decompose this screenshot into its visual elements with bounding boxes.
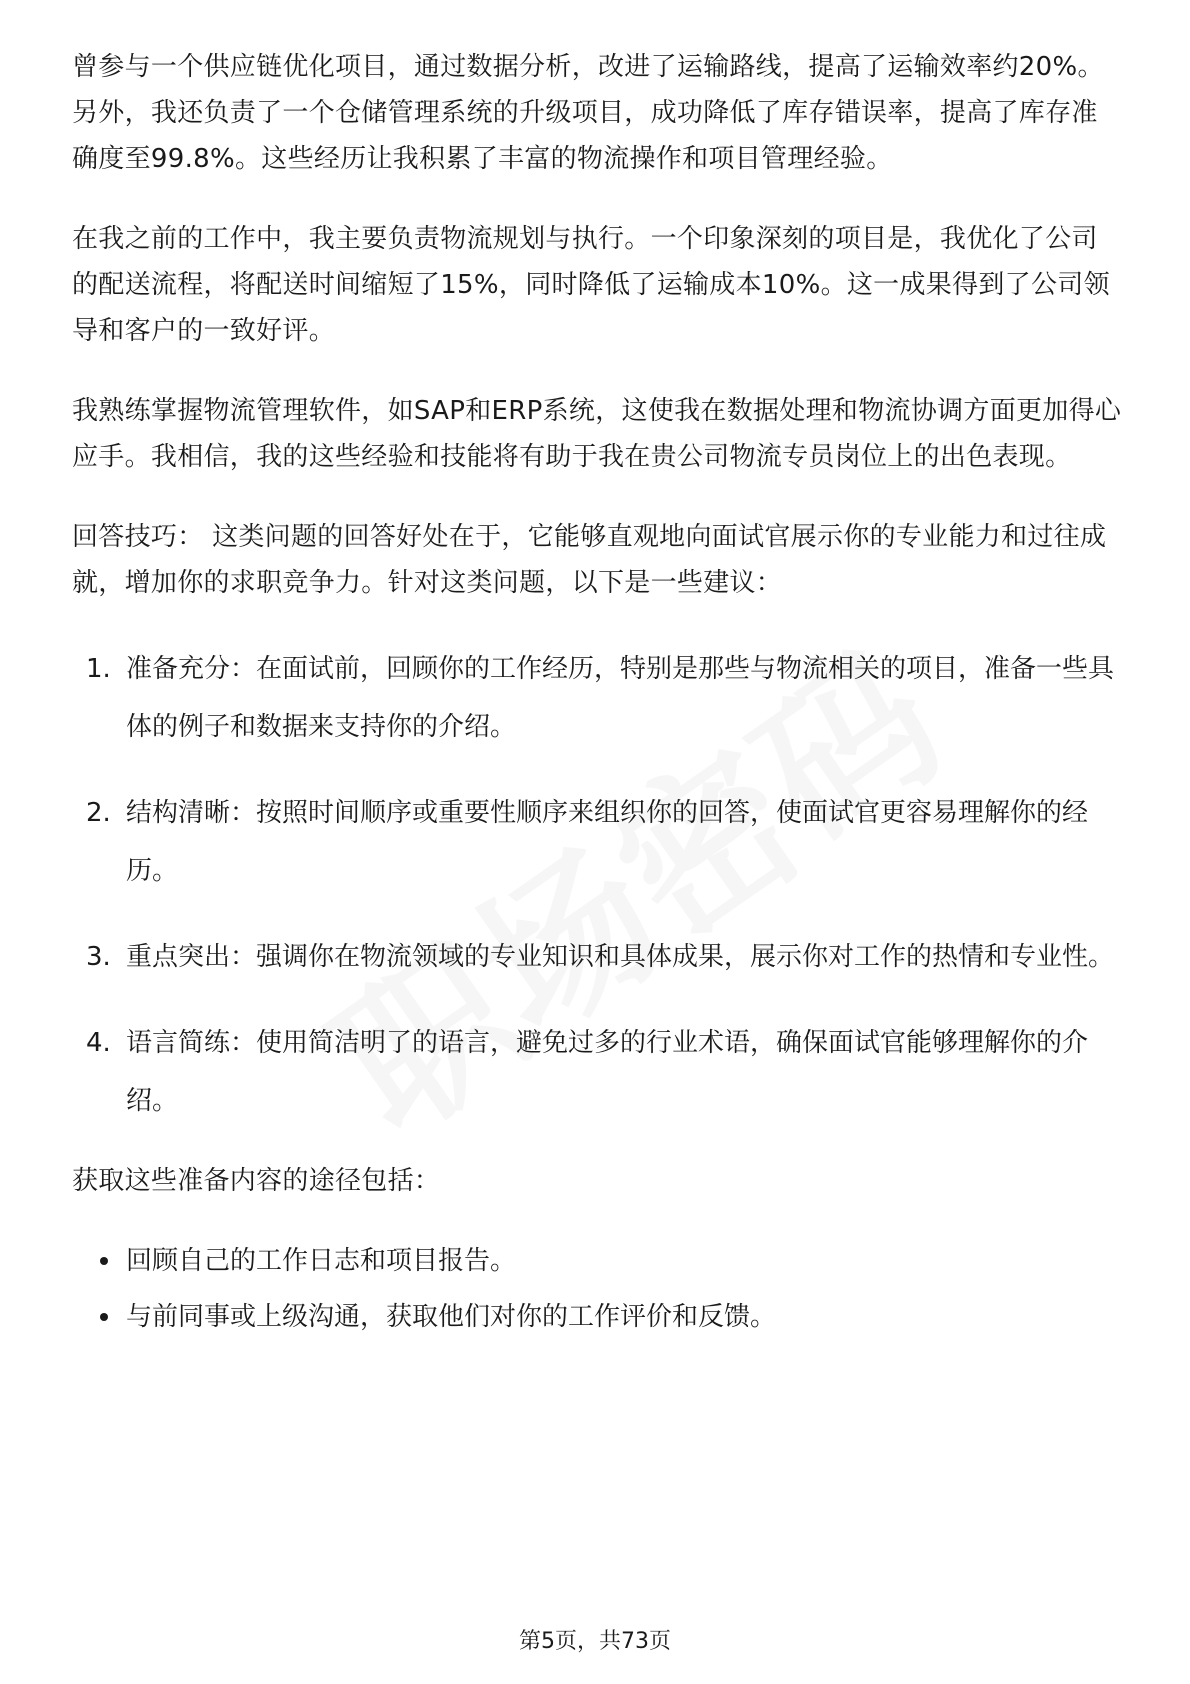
list-item-text: 回顾自己的工作日志和项目报告。 — [126, 1246, 517, 1276]
list-item-text: 语言简练：使用简洁明了的语言，避免过多的行业术语，确保面试官能够理解你的介绍。 — [126, 1028, 1089, 1116]
document-body — [72, 44, 1122, 1350]
list-number: 2. — [86, 798, 111, 828]
paragraph-project-experience: 曾参与一个供应链优化项目，通过数据分析，改进了运输路线，提高了运输效率约20%。另外，我还负责了一个仓储管理系统的升级项目，成功降低了库存错误率，提高了库存准确度至99.8%。这些经历让我积累了丰富的物流操作和项目管理经验。 — [72, 52, 1104, 174]
bullet-icon — [100, 1313, 108, 1321]
list-item — [72, 1014, 1122, 1130]
list-item — [72, 1294, 1122, 1340]
sources-list — [72, 1238, 1122, 1340]
paragraph-answer-tips: 回答技巧： 这类问题的回答好处在于，它能够直观地向面试官展示你的专业能力和过往成就，增加你的求职竞争力。针对这类问题，以下是一些建议： — [72, 522, 1107, 598]
list-item — [72, 640, 1122, 756]
page-footer: 第5页，共73页 — [519, 1629, 671, 1654]
list-item-text: 与前同事或上级沟通，获取他们对你的工作评价和反馈。 — [126, 1302, 777, 1332]
list-item-text: 结构清晰：按照时间顺序或重要性顺序来组织你的回答，使面试官更容易理解你的经历。 — [126, 798, 1089, 886]
list-item-text: 准备充分：在面试前，回顾你的工作经历，特别是那些与物流相关的项目，准备一些具体的例子和数据来支持你的介绍。 — [126, 654, 1115, 742]
list-item — [72, 928, 1122, 986]
list-item — [72, 784, 1122, 900]
list-number: 3. — [86, 942, 111, 972]
list-item-text: 重点突出：强调你在物流领域的专业知识和具体成果，展示你对工作的热情和专业性。 — [126, 942, 1115, 972]
list-item — [72, 1238, 1122, 1284]
tips-list — [72, 640, 1122, 1130]
list-number: 1. — [86, 654, 111, 684]
paragraph-previous-work: 在我之前的工作中，我主要负责物流规划与执行。一个印象深刻的项目是，我优化了公司的配送流程，将配送时间缩短了15%，同时降低了运输成本10%。这一成果得到了公司领导和客户的一致好评。 — [72, 224, 1110, 346]
list-number: 4. — [86, 1028, 111, 1058]
paragraph-software-skills: 我熟练掌握物流管理软件，如SAP和ERP系统，这使我在数据处理和物流协调方面更加得心应手。我相信，我的这些经验和技能将有助于我在贵公司物流专员岗位上的出色表现。 — [72, 396, 1122, 472]
bullet-icon — [100, 1257, 108, 1265]
paragraph-sources-intro: 获取这些准备内容的途径包括： — [72, 1166, 441, 1196]
